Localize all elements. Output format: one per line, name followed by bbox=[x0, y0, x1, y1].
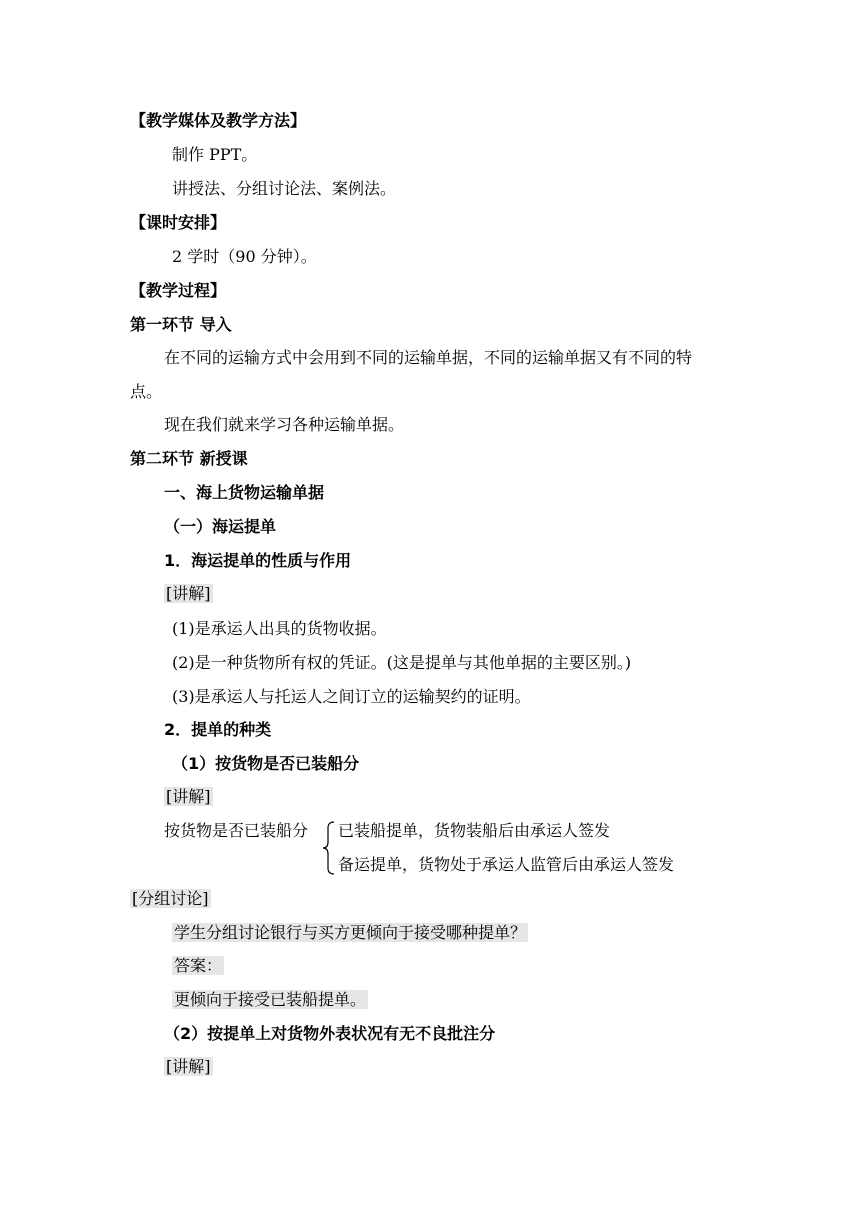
kind-shipped-or-not: （1）按货物是否已装船分 bbox=[172, 754, 360, 773]
step1-paragraph2: 现在我们就来学习各种运输单据。 bbox=[164, 415, 405, 434]
step2-title: 第二环节 新授课 bbox=[130, 449, 248, 468]
explain-tag-1 bbox=[164, 583, 213, 605]
answer-label-text: 答案： bbox=[174, 956, 223, 975]
paragraph-media-methods: 讲授法、分组讨论法、案例法。 bbox=[172, 179, 397, 198]
item-nature-function: 1．海运提单的性质与作用 bbox=[164, 551, 352, 570]
classify-option-shipped: 已装船提单，货物装船后由承运人签发 bbox=[338, 821, 611, 840]
answer-text-value: 更倾向于接受已装船提单。 bbox=[174, 990, 367, 1009]
section-heading-sea-docs: 一、海上货物运输单据 bbox=[164, 483, 325, 502]
subsection-bill-of-lading: （一）海运提单 bbox=[164, 517, 277, 536]
heading-teaching-media: 【教学媒体及教学方法】 bbox=[130, 111, 307, 130]
group-discussion-tag bbox=[130, 888, 211, 910]
explain-tag-2 bbox=[164, 786, 213, 808]
discussion-question-text: 学生分组讨论银行与买方更倾向于接受哪种提单？ bbox=[174, 923, 527, 942]
answer-text bbox=[172, 989, 368, 1011]
step1-title: 第一环节 导入 bbox=[130, 315, 232, 334]
classify-option-received: 备运提单，货物处于承运人监管后由承运人签发 bbox=[338, 855, 675, 874]
kind-remarks: （2）按提单上对货物外表状况有无不良批注分 bbox=[164, 1024, 496, 1043]
explain-tag-2-text: [讲解] bbox=[166, 787, 211, 806]
brace-icon bbox=[322, 820, 336, 876]
step1-paragraph-line1: 在不同的运输方式中会用到不同的运输单据，不同的运输单据又有不同的特 bbox=[164, 348, 693, 367]
point-3: (3)是承运人与托运人之间订立的运输契约的证明。 bbox=[172, 687, 531, 706]
explain-tag-3 bbox=[164, 1056, 213, 1078]
paragraph-media-ppt: 制作 PPT。 bbox=[172, 145, 258, 164]
classify-label: 按货物是否已装船分 bbox=[164, 821, 309, 840]
answer-label bbox=[172, 955, 224, 977]
discussion-question bbox=[172, 922, 528, 944]
group-discussion-tag-text: [分组讨论] bbox=[132, 889, 209, 908]
point-1: (1)是承运人出具的货物收据。 bbox=[172, 619, 387, 638]
step1-paragraph-line2: 点。 bbox=[130, 382, 163, 401]
point-2: (2)是一种货物所有权的凭证。(这是提单与其他单据的主要区别。) bbox=[172, 653, 632, 672]
item-bill-types: 2．提单的种类 bbox=[164, 720, 272, 739]
explain-tag-3-text: [讲解] bbox=[166, 1057, 211, 1076]
heading-teaching-process: 【教学过程】 bbox=[130, 281, 227, 300]
explain-tag-1-text: [讲解] bbox=[166, 584, 211, 603]
paragraph-schedule: 2 学时（90 分钟）。 bbox=[172, 247, 317, 266]
heading-schedule: 【课时安排】 bbox=[130, 213, 227, 232]
